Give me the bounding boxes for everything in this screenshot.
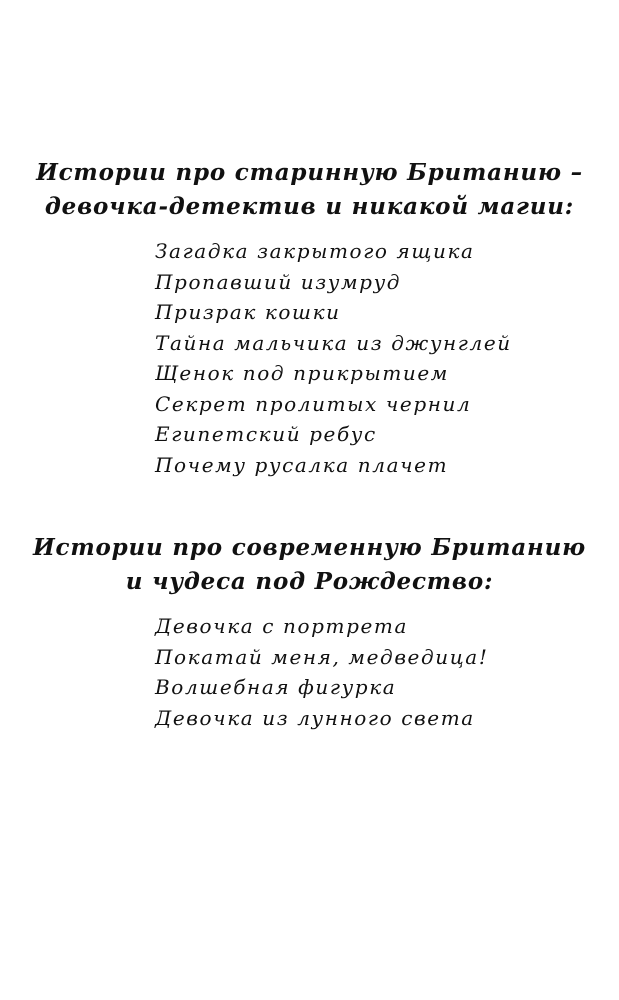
- book-list-old-britain: [155, 236, 512, 480]
- heading-line: Истории про старинную Британию –: [36, 159, 583, 186]
- book-title: Пропавший изумруд: [155, 269, 402, 294]
- book-title: Призрак кошки: [155, 300, 341, 324]
- book-title: Секрет пролитых чернил: [155, 391, 472, 416]
- heading-line: девочка-детектив и никакой магии:: [44, 193, 575, 220]
- heading-line: Истории про современную Британию: [33, 534, 586, 561]
- book-title: Покатай меня, медведица!: [155, 644, 489, 669]
- book-list-modern-britain: [155, 611, 488, 733]
- book-title: Волшебная фигурка: [155, 675, 397, 699]
- book-title: Египетский ребус: [155, 422, 377, 446]
- heading-line: и чудеса под Рождество:: [125, 568, 494, 595]
- book-title: Девочка с портрета: [155, 614, 409, 638]
- book-title: Загадка закрытого ящика: [155, 239, 475, 263]
- section-heading-modern-britain: [0, 531, 619, 599]
- book-title: Тайна мальчика из джунглей: [155, 330, 512, 355]
- book-title: Девочка из лунного света: [155, 705, 475, 730]
- book-title: Щенок под прикрытием: [155, 361, 449, 385]
- section-heading-old-britain: [0, 156, 619, 224]
- book-title: Почему русалка плачет: [155, 452, 449, 477]
